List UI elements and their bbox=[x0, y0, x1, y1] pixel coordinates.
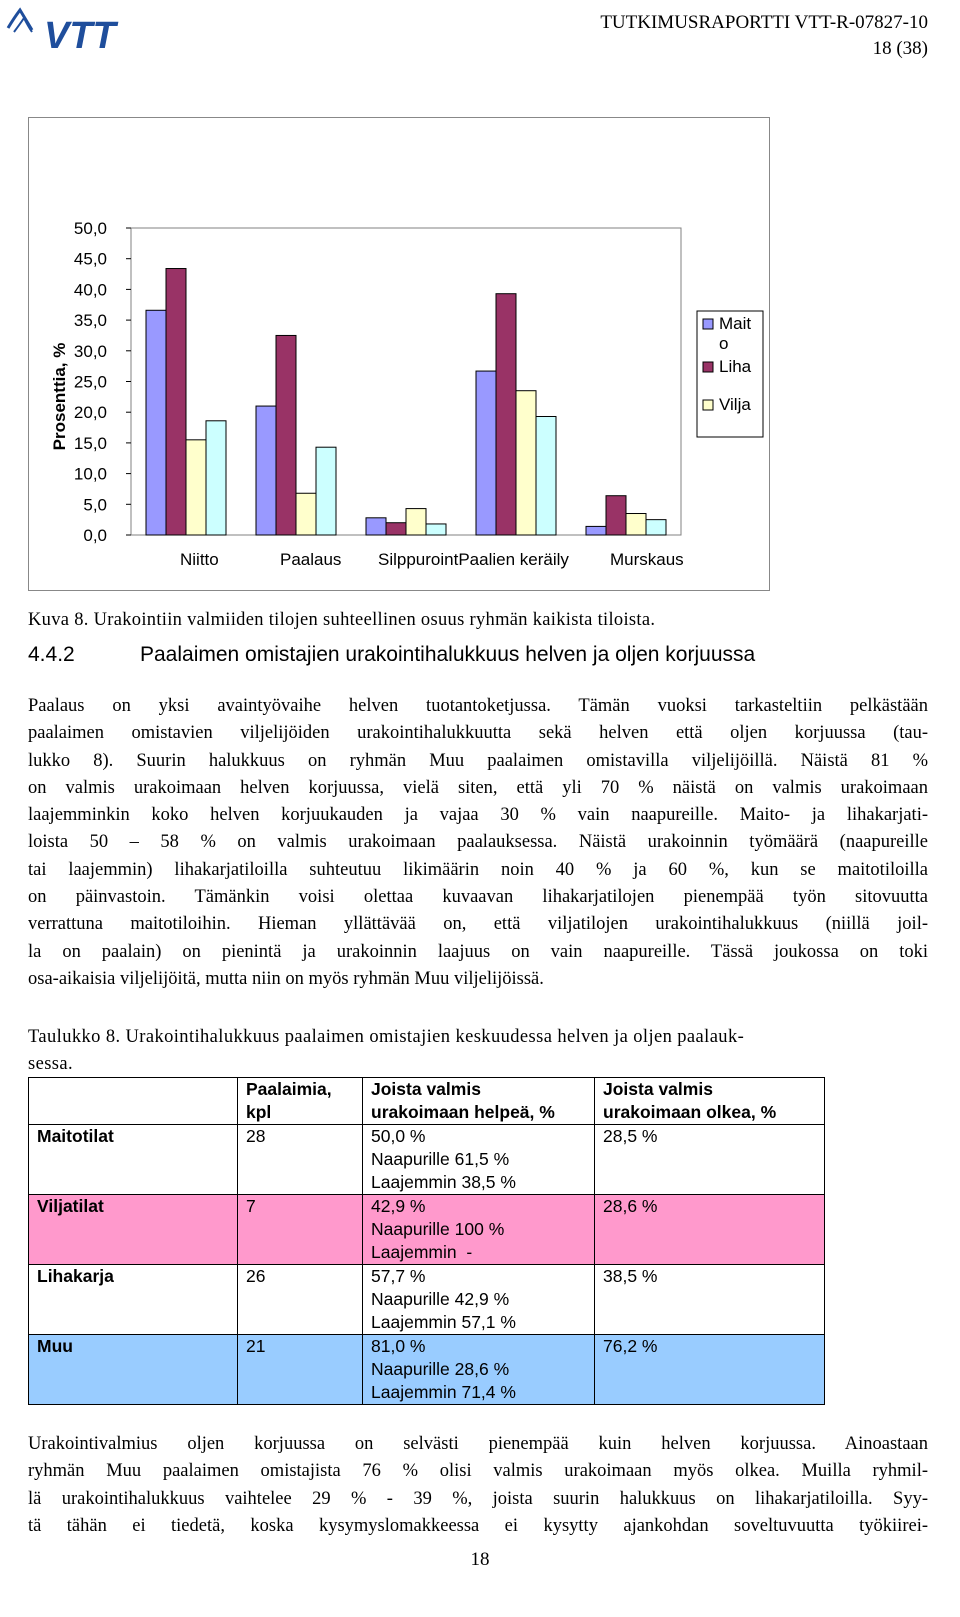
header-cell: Joista valmis urakoimaan helpeä, % bbox=[363, 1078, 595, 1125]
table-caption bbox=[28, 1024, 928, 1078]
y-tick-label: 40,0 bbox=[73, 280, 107, 300]
row-label: Viljatilat bbox=[29, 1195, 238, 1265]
paragraph-line: verrattuna maitotiloihin. Hieman yllättävää on, että viljatilojen urakointihalukkuus (niillä joil- bbox=[28, 914, 928, 935]
bar bbox=[626, 514, 646, 535]
row-label: Muu bbox=[29, 1335, 238, 1405]
y-tick-label: 45,0 bbox=[73, 249, 107, 269]
table-row bbox=[29, 1125, 825, 1195]
bar bbox=[296, 493, 316, 535]
report-header bbox=[600, 10, 928, 62]
section-heading bbox=[28, 643, 755, 667]
paragraph-line: tä tähän ei tiedetä, koska kysymyslomakkeessa ei kysytty ajankohdan soveltuvuutta työkiirei- bbox=[28, 1515, 928, 1536]
paragraph-1 bbox=[28, 693, 928, 993]
table-row bbox=[29, 1335, 825, 1405]
section-number: 4.4.2 bbox=[28, 643, 75, 666]
straw-cell: 38,5 % bbox=[595, 1265, 825, 1335]
paragraph-line: la on paalain) on pienintä ja urakoinnin laajuus on vain naapureille. Tässä joukossa on toki bbox=[28, 941, 928, 962]
count-cell: 7 bbox=[238, 1195, 363, 1265]
chaff-value: Laajemmin 38,5 % bbox=[371, 1172, 516, 1192]
bar-chart bbox=[28, 117, 770, 591]
row-label: Lihakarja bbox=[29, 1265, 238, 1335]
legend-swatch bbox=[703, 319, 713, 329]
page-number: 18 bbox=[470, 1549, 490, 1570]
paragraph-line: on valmis urakoimaan helven korjuussa, vielä siten, että yli 70 % näistä on valmis urakoimaan bbox=[28, 777, 928, 798]
bar bbox=[316, 447, 336, 535]
y-tick-label: 50,0 bbox=[73, 219, 107, 238]
bar bbox=[146, 310, 166, 535]
paragraph-line: paalaimen omistavien viljelijöiden urakointihalukkuutta sekä helven että oljen korjuussa (tau- bbox=[28, 723, 928, 744]
paragraph-line: osa-aikaisia viljelijöitä, mutta niin on myös ryhmän Muu viljelijöissä. bbox=[28, 968, 544, 989]
bar bbox=[606, 496, 626, 535]
bar bbox=[186, 440, 206, 535]
paragraph-line: Paalaus on yksi avaintyövaihe helven tuotantoketjussa. Tämän vuoksi tarkasteltiin pelkästään bbox=[28, 696, 928, 716]
count-cell: 26 bbox=[238, 1265, 363, 1335]
bar bbox=[256, 406, 276, 535]
legend-swatch bbox=[703, 400, 713, 410]
bar bbox=[276, 335, 296, 535]
chaff-value: 57,7 % bbox=[371, 1266, 426, 1286]
table-caption-line: Taulukko 8. Urakointihalukkuus paalaimen omistajien keskuudessa helven ja oljen paalauk- bbox=[28, 1027, 745, 1047]
legend-label: o bbox=[719, 334, 729, 353]
x-category-label: Paalaus bbox=[280, 550, 342, 569]
count-cell: 21 bbox=[238, 1335, 363, 1405]
figure-caption: Kuva 8. Urakointiin valmiiden tilojen suhteellinen osuus ryhmän kaikista tiloista. bbox=[28, 610, 656, 630]
bar bbox=[166, 269, 186, 535]
y-axis-label: Prosenttia, % bbox=[50, 342, 69, 451]
bar bbox=[206, 421, 226, 535]
bar bbox=[646, 520, 666, 535]
chaff-value: Naapurille 61,5 % bbox=[371, 1149, 510, 1169]
table-caption-line: sessa. bbox=[28, 1054, 74, 1074]
header-cell: Joista valmis urakoimaan olkea, % bbox=[595, 1078, 825, 1125]
paragraph-line: on päinvastoin. Tämänkin voisi olettaa kuvaavan lihakarjatilojen pienempää työn sitovuutta bbox=[28, 887, 928, 908]
straw-cell: 76,2 % bbox=[595, 1335, 825, 1405]
y-tick-label: 25,0 bbox=[73, 372, 107, 392]
bar bbox=[496, 294, 516, 535]
chaff-cell bbox=[363, 1125, 595, 1195]
y-tick-label: 20,0 bbox=[73, 403, 107, 423]
data-table bbox=[28, 1077, 825, 1405]
x-category-label: Niitto bbox=[180, 550, 219, 569]
paragraph-line: ryhmän Muu paalaimen omistajista 76 % olisi valmis urakoimaan myös olkea. Muilla ryhmil- bbox=[28, 1461, 928, 1482]
chaff-value: Laajemmin 57,1 % bbox=[371, 1312, 516, 1332]
table-row bbox=[29, 1265, 825, 1335]
bar bbox=[426, 524, 446, 535]
logo-text: VTT bbox=[44, 15, 116, 56]
vtt-logo bbox=[6, 0, 156, 56]
bar bbox=[476, 371, 496, 535]
page-of: 18 (38) bbox=[872, 38, 928, 59]
paragraph-line: lukko 8). Suurin halukkuus on ryhmän Muu paalaimen omistavilla viljelijöillä. Näistä 81 % bbox=[28, 750, 928, 771]
chaff-value: Naapurille 42,9 % bbox=[371, 1289, 510, 1309]
paragraph-2 bbox=[28, 1431, 928, 1540]
paragraph-line: lä urakointihalukkuus vaihtelee 29 % - 39 %, joista suurin halukkuus on lihakarjatiloilla. Syy- bbox=[28, 1488, 928, 1509]
chaff-value: Naapurille 28,6 % bbox=[371, 1359, 510, 1379]
y-tick-label: 10,0 bbox=[73, 464, 107, 484]
table-row bbox=[29, 1195, 825, 1265]
legend-label: Mait bbox=[719, 314, 752, 333]
legend-swatch bbox=[703, 362, 713, 372]
chaff-cell bbox=[363, 1195, 595, 1265]
y-tick-label: 15,0 bbox=[73, 433, 107, 453]
bar bbox=[586, 526, 606, 535]
bar bbox=[386, 523, 406, 535]
bar bbox=[406, 509, 426, 535]
straw-cell: 28,6 % bbox=[595, 1195, 825, 1265]
legend-label: Vilja bbox=[719, 395, 751, 414]
chaff-value: Naapurille 100 % bbox=[371, 1219, 505, 1239]
paragraph-line: loista 50 – 58 % on valmis urakoimaan paalauksessa. Näistä urakoinnin työmäärä (naapureille bbox=[28, 832, 928, 853]
bar bbox=[536, 416, 556, 535]
x-category-label: Murskaus bbox=[610, 550, 684, 569]
chaff-cell bbox=[363, 1335, 595, 1405]
chaff-value: Laajemmin 71,4 % bbox=[371, 1382, 516, 1402]
section-title: Paalaimen omistajien urakointihalukkuus helven ja oljen korjuussa bbox=[140, 643, 756, 666]
y-tick-label: 0,0 bbox=[83, 526, 107, 545]
chaff-value: 81,0 % bbox=[371, 1336, 426, 1356]
bar bbox=[516, 391, 536, 535]
legend-label: Liha bbox=[719, 357, 752, 376]
y-tick-label: 5,0 bbox=[83, 495, 107, 515]
table-header-row bbox=[29, 1078, 825, 1125]
chaff-value: 42,9 % bbox=[371, 1196, 426, 1216]
x-category-label: SilppurointPaalien keräily bbox=[378, 550, 569, 569]
bar bbox=[366, 518, 386, 535]
chaff-value: 50,0 % bbox=[371, 1126, 426, 1146]
header-cell: Paalaimia, kpl bbox=[238, 1078, 363, 1125]
straw-cell: 28,5 % bbox=[595, 1125, 825, 1195]
count-cell: 28 bbox=[238, 1125, 363, 1195]
paragraph-line: laajemminkin koko helven korjuukauden ja vajaa 30 % vain naapureille. Maito- ja lihakarjati- bbox=[28, 805, 928, 826]
paragraph-line: tai laajemmin) lihakarjatiloilla suhteutuu likimäärin noin 40 % ja 60 %, kun se maitotiloilla bbox=[28, 859, 928, 880]
y-tick-label: 30,0 bbox=[73, 341, 107, 361]
paragraph-line: Urakointivalmius oljen korjuussa on selvästi pienempää kuin helven korjuussa. Ainoastaan bbox=[28, 1434, 928, 1454]
header-cell bbox=[29, 1078, 238, 1125]
row-label: Maitotilat bbox=[29, 1125, 238, 1195]
report-id: TUTKIMUSRAPORTTI VTT-R-07827-10 bbox=[600, 12, 928, 33]
chaff-value: Laajemmin - bbox=[371, 1242, 473, 1262]
y-tick-label: 35,0 bbox=[73, 311, 107, 331]
chaff-cell bbox=[363, 1265, 595, 1335]
